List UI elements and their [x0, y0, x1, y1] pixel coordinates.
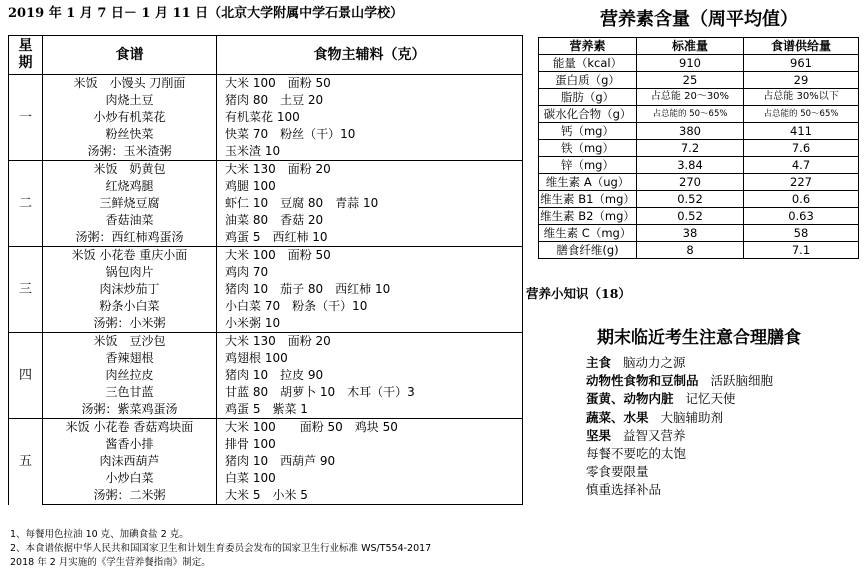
menu-row	[9, 487, 523, 505]
ingredient-cell: 大米 5 小米 5	[217, 487, 523, 505]
dish-cell: 米饭 奶黄包	[43, 161, 217, 179]
nutrient-name: 维生素 C（mg）	[539, 225, 637, 242]
ingredient-cell: 猪肉 80 土豆 20	[217, 92, 523, 109]
dish-cell: 粉条小白菜	[43, 298, 217, 315]
ingredient-cell: 猪肉 10 拉皮 90	[217, 367, 523, 384]
menu-row	[9, 75, 523, 93]
nutrient-name: 能量（kcal）	[539, 55, 637, 72]
ingredient-cell: 小米粥 10	[217, 315, 523, 333]
menu-row	[9, 436, 523, 453]
ingredient-cell: 大米 100 面粉 50 鸡块 50	[217, 419, 523, 437]
nutrient-name: 脂肪（g）	[539, 89, 637, 106]
nutrition-title: 营养素含量（周平均值）	[600, 9, 798, 30]
dish-cell: 锅包肉片	[43, 264, 217, 281]
tip-item	[586, 481, 773, 499]
weekday-cell: 二	[9, 161, 43, 247]
dish-cell: 汤粥：小米粥	[43, 315, 217, 333]
tip-item	[586, 463, 773, 481]
standard-value: 910	[637, 55, 744, 72]
menu-row	[9, 453, 523, 470]
supply-value: 0.63	[744, 208, 859, 225]
nutrient-row	[539, 191, 859, 208]
supply-value: 961	[744, 55, 859, 72]
supply-value: 227	[744, 174, 859, 191]
col-dish: 食谱	[43, 36, 217, 75]
ingredient-cell: 大米 100 面粉 50	[217, 75, 523, 93]
tip-item	[586, 427, 773, 445]
ingredient-cell: 小白菜 70 粉条（干）10	[217, 298, 523, 315]
standard-value: 占总能的 50～65%	[637, 106, 744, 123]
nutrient-name: 膳食纤维(g)	[539, 242, 637, 259]
standard-value: 占总能 20～30%	[637, 89, 744, 106]
note-line: 2018 年 2 月实施的《学生营养餐指南》制定。	[10, 557, 211, 568]
standard-value: 0.52	[637, 208, 744, 225]
standard-value: 38	[637, 225, 744, 242]
supply-value: 58	[744, 225, 859, 242]
nutrient-row	[539, 242, 859, 259]
menu-row	[9, 470, 523, 487]
nutrient-name: 维生素 B2（mg）	[540, 209, 635, 223]
menu-notes	[10, 528, 530, 570]
ingredient-cell: 玉米渣 10	[217, 143, 523, 161]
note-line: 1、每餐用色拉油 10 克、加碘食盐 2 克。	[10, 529, 189, 540]
note-line: 2、本食谱依据中华人民共和国国家卫生和计划生育委员会发布的国家卫生行业标准 WS/T554-2017	[10, 543, 432, 554]
menu-row	[9, 281, 523, 298]
nutrient-name: 维生素 B1（mg）	[540, 192, 635, 206]
supply-value: 29	[744, 72, 859, 89]
dish-cell: 香辣翅根	[43, 350, 217, 367]
dish-cell: 米饭 豆沙包	[43, 333, 217, 351]
dish-cell: 三色甘蓝	[43, 384, 217, 401]
ingredient-cell: 猪肉 10 西葫芦 90	[217, 453, 523, 470]
weekday-cell: 四	[9, 333, 43, 419]
tip-item	[586, 445, 773, 463]
nutrient-name: 碳水化合物（g）	[539, 106, 637, 123]
knowledge-title: 期末临近考生注意合理膳食	[597, 328, 801, 348]
tip-item	[586, 372, 773, 390]
nutrient-row	[539, 55, 859, 72]
standard-value: 270	[637, 174, 744, 191]
nut-col-standard: 标准量	[637, 38, 744, 55]
menu-row	[9, 247, 523, 265]
weekday-cell: 五	[9, 419, 43, 505]
menu-row	[9, 195, 523, 212]
nutrient-row	[539, 72, 859, 89]
nutrient-row	[539, 123, 859, 140]
ingredient-cell: 大米 130 面粉 20	[217, 161, 523, 179]
nutrient-row	[539, 106, 859, 123]
menu-row	[9, 419, 523, 437]
menu-row	[9, 143, 523, 161]
dish-cell: 米饭 小花卷 香菇鸡块面	[43, 419, 217, 437]
tip-desc: 益智又营养	[623, 427, 686, 443]
supply-value: 7.6	[744, 140, 859, 157]
dish-cell: 粉丝快菜	[43, 126, 217, 143]
supply-value: 411	[744, 123, 859, 140]
ingredient-cell: 大米 100 面粉 50	[217, 247, 523, 265]
nutrient-row	[539, 157, 859, 174]
nut-col-nutrient: 营养素	[539, 38, 637, 55]
tip-term: 动物性食物和豆制品	[586, 373, 699, 389]
menu-row	[9, 264, 523, 281]
menu-row	[9, 229, 523, 247]
nutrient-row	[539, 174, 859, 191]
dish-cell: 红烧鸡腿	[43, 178, 217, 195]
dish-cell: 米饭 小馒头 刀削面	[43, 75, 217, 93]
ingredient-cell: 鸡蛋 5 西红柿 10	[217, 229, 523, 247]
nutrient-row	[539, 140, 859, 157]
dish-cell: 肉烧土豆	[43, 92, 217, 109]
menu-row	[9, 212, 523, 229]
menu-row	[9, 401, 523, 419]
dish-cell: 汤粥：紫菜鸡蛋汤	[43, 401, 217, 419]
nutrient-row	[539, 208, 859, 225]
weekday-cell: 三	[9, 247, 43, 333]
weekday-cell: 一	[9, 75, 43, 161]
tip-item	[586, 354, 773, 372]
tip-item	[586, 390, 773, 408]
ingredient-cell: 鸡蛋 5 紫菜 1	[217, 401, 523, 419]
dish-cell: 米饭 小花卷 重庆小面	[43, 247, 217, 265]
menu-row	[9, 350, 523, 367]
menu-row	[9, 178, 523, 195]
menu-row	[9, 367, 523, 384]
nutrient-name: 铁（mg）	[539, 140, 637, 157]
ingredient-cell: 快菜 70 粉丝（干）10	[217, 126, 523, 143]
menu-header: 2019 年 1 月 7 日－ 1 月 11 日（北京大学附属中学石景山学校）	[8, 6, 404, 21]
knowledge-tips	[586, 354, 773, 500]
nutrient-name: 锌（mg）	[539, 157, 637, 174]
menu-row	[9, 92, 523, 109]
standard-value: 0.52	[637, 191, 744, 208]
nutrient-row	[539, 225, 859, 242]
col-ingredients: 食物主辅料（克）	[217, 36, 523, 75]
dish-cell: 酱香小排	[43, 436, 217, 453]
menu-row	[9, 109, 523, 126]
tip-term: 蔬菜、水果	[586, 409, 649, 425]
nut-col-supply: 食谱供给量	[744, 38, 859, 55]
supply-value: 占总能的 50～65%	[744, 106, 859, 123]
ingredient-cell: 鸡翅根 100	[217, 350, 523, 367]
standard-value: 380	[637, 123, 744, 140]
ingredient-cell: 甘蓝 80 胡萝卜 10 木耳（干）3	[217, 384, 523, 401]
dish-cell: 肉丝拉皮	[43, 367, 217, 384]
knowledge-label: 营养小知识（18）	[526, 286, 631, 301]
standard-value: 25	[637, 72, 744, 89]
ingredient-cell: 排骨 100	[217, 436, 523, 453]
col-day: 星期	[9, 36, 43, 75]
dish-cell: 小炒有机菜花	[43, 109, 217, 126]
supply-value: 占总能 30%以下	[744, 89, 859, 106]
menu-row	[9, 384, 523, 401]
dish-cell: 汤粥：西红柿鸡蛋汤	[43, 229, 217, 247]
menu-row	[9, 126, 523, 143]
menu-table	[8, 35, 523, 505]
standard-value: 8	[637, 242, 744, 259]
tip-desc: 零食要限量	[586, 464, 649, 480]
menu-row	[9, 333, 523, 351]
tip-desc: 记忆天使	[685, 391, 736, 407]
tip-desc: 脑动力之源	[623, 355, 686, 370]
tip-desc: 大脑辅助剂	[660, 409, 724, 425]
tip-term: 坚果	[586, 427, 612, 443]
supply-value: 0.6	[744, 191, 859, 208]
ingredient-cell: 虾仁 10 豆腐 80 青蒜 10	[217, 195, 523, 212]
menu-row	[9, 161, 523, 179]
supply-value: 7.1	[744, 242, 859, 259]
ingredient-cell: 鸡腿 100	[217, 178, 523, 195]
menu-row	[9, 315, 523, 333]
nutrient-name: 钙（mg）	[539, 123, 637, 140]
supply-value: 4.7	[744, 157, 859, 174]
menu-row	[9, 298, 523, 315]
dish-cell: 肉沫炒茄丁	[43, 281, 217, 298]
ingredient-cell: 白菜 100	[217, 470, 523, 487]
tip-desc: 每餐不要吃的太饱	[586, 446, 687, 462]
ingredient-cell: 有机菜花 100	[217, 109, 523, 126]
dish-cell: 三鲜烧豆腐	[43, 195, 217, 212]
tip-desc: 活跃脑细胞	[710, 373, 774, 389]
tip-term: 蛋黄、动物内脏	[586, 391, 674, 407]
dish-cell: 肉沫西葫芦	[43, 453, 217, 470]
standard-value: 3.84	[637, 157, 744, 174]
tip-desc: 慎重选择补品	[586, 482, 662, 498]
dish-cell: 汤粥：玉米渣粥	[43, 143, 217, 161]
tip-item	[586, 409, 773, 427]
dish-cell: 小炒白菜	[43, 470, 217, 487]
ingredient-cell: 鸡肉 70	[217, 264, 523, 281]
dish-cell: 汤粥：二米粥	[43, 487, 217, 505]
ingredient-cell: 大米 130 面粉 20	[217, 333, 523, 351]
tip-term: 主食	[586, 355, 612, 370]
nutrient-row	[539, 89, 859, 106]
standard-value: 7.2	[637, 140, 744, 157]
nutrient-name: 蛋白质（g）	[539, 72, 637, 89]
ingredient-cell: 油菜 80 香菇 20	[217, 212, 523, 229]
ingredient-cell: 猪肉 10 茄子 80 西红柿 10	[217, 281, 523, 298]
nutrient-name: 维生素 A（ug）	[539, 174, 637, 191]
nutrition-table	[538, 37, 859, 259]
dish-cell: 香菇油菜	[43, 212, 217, 229]
